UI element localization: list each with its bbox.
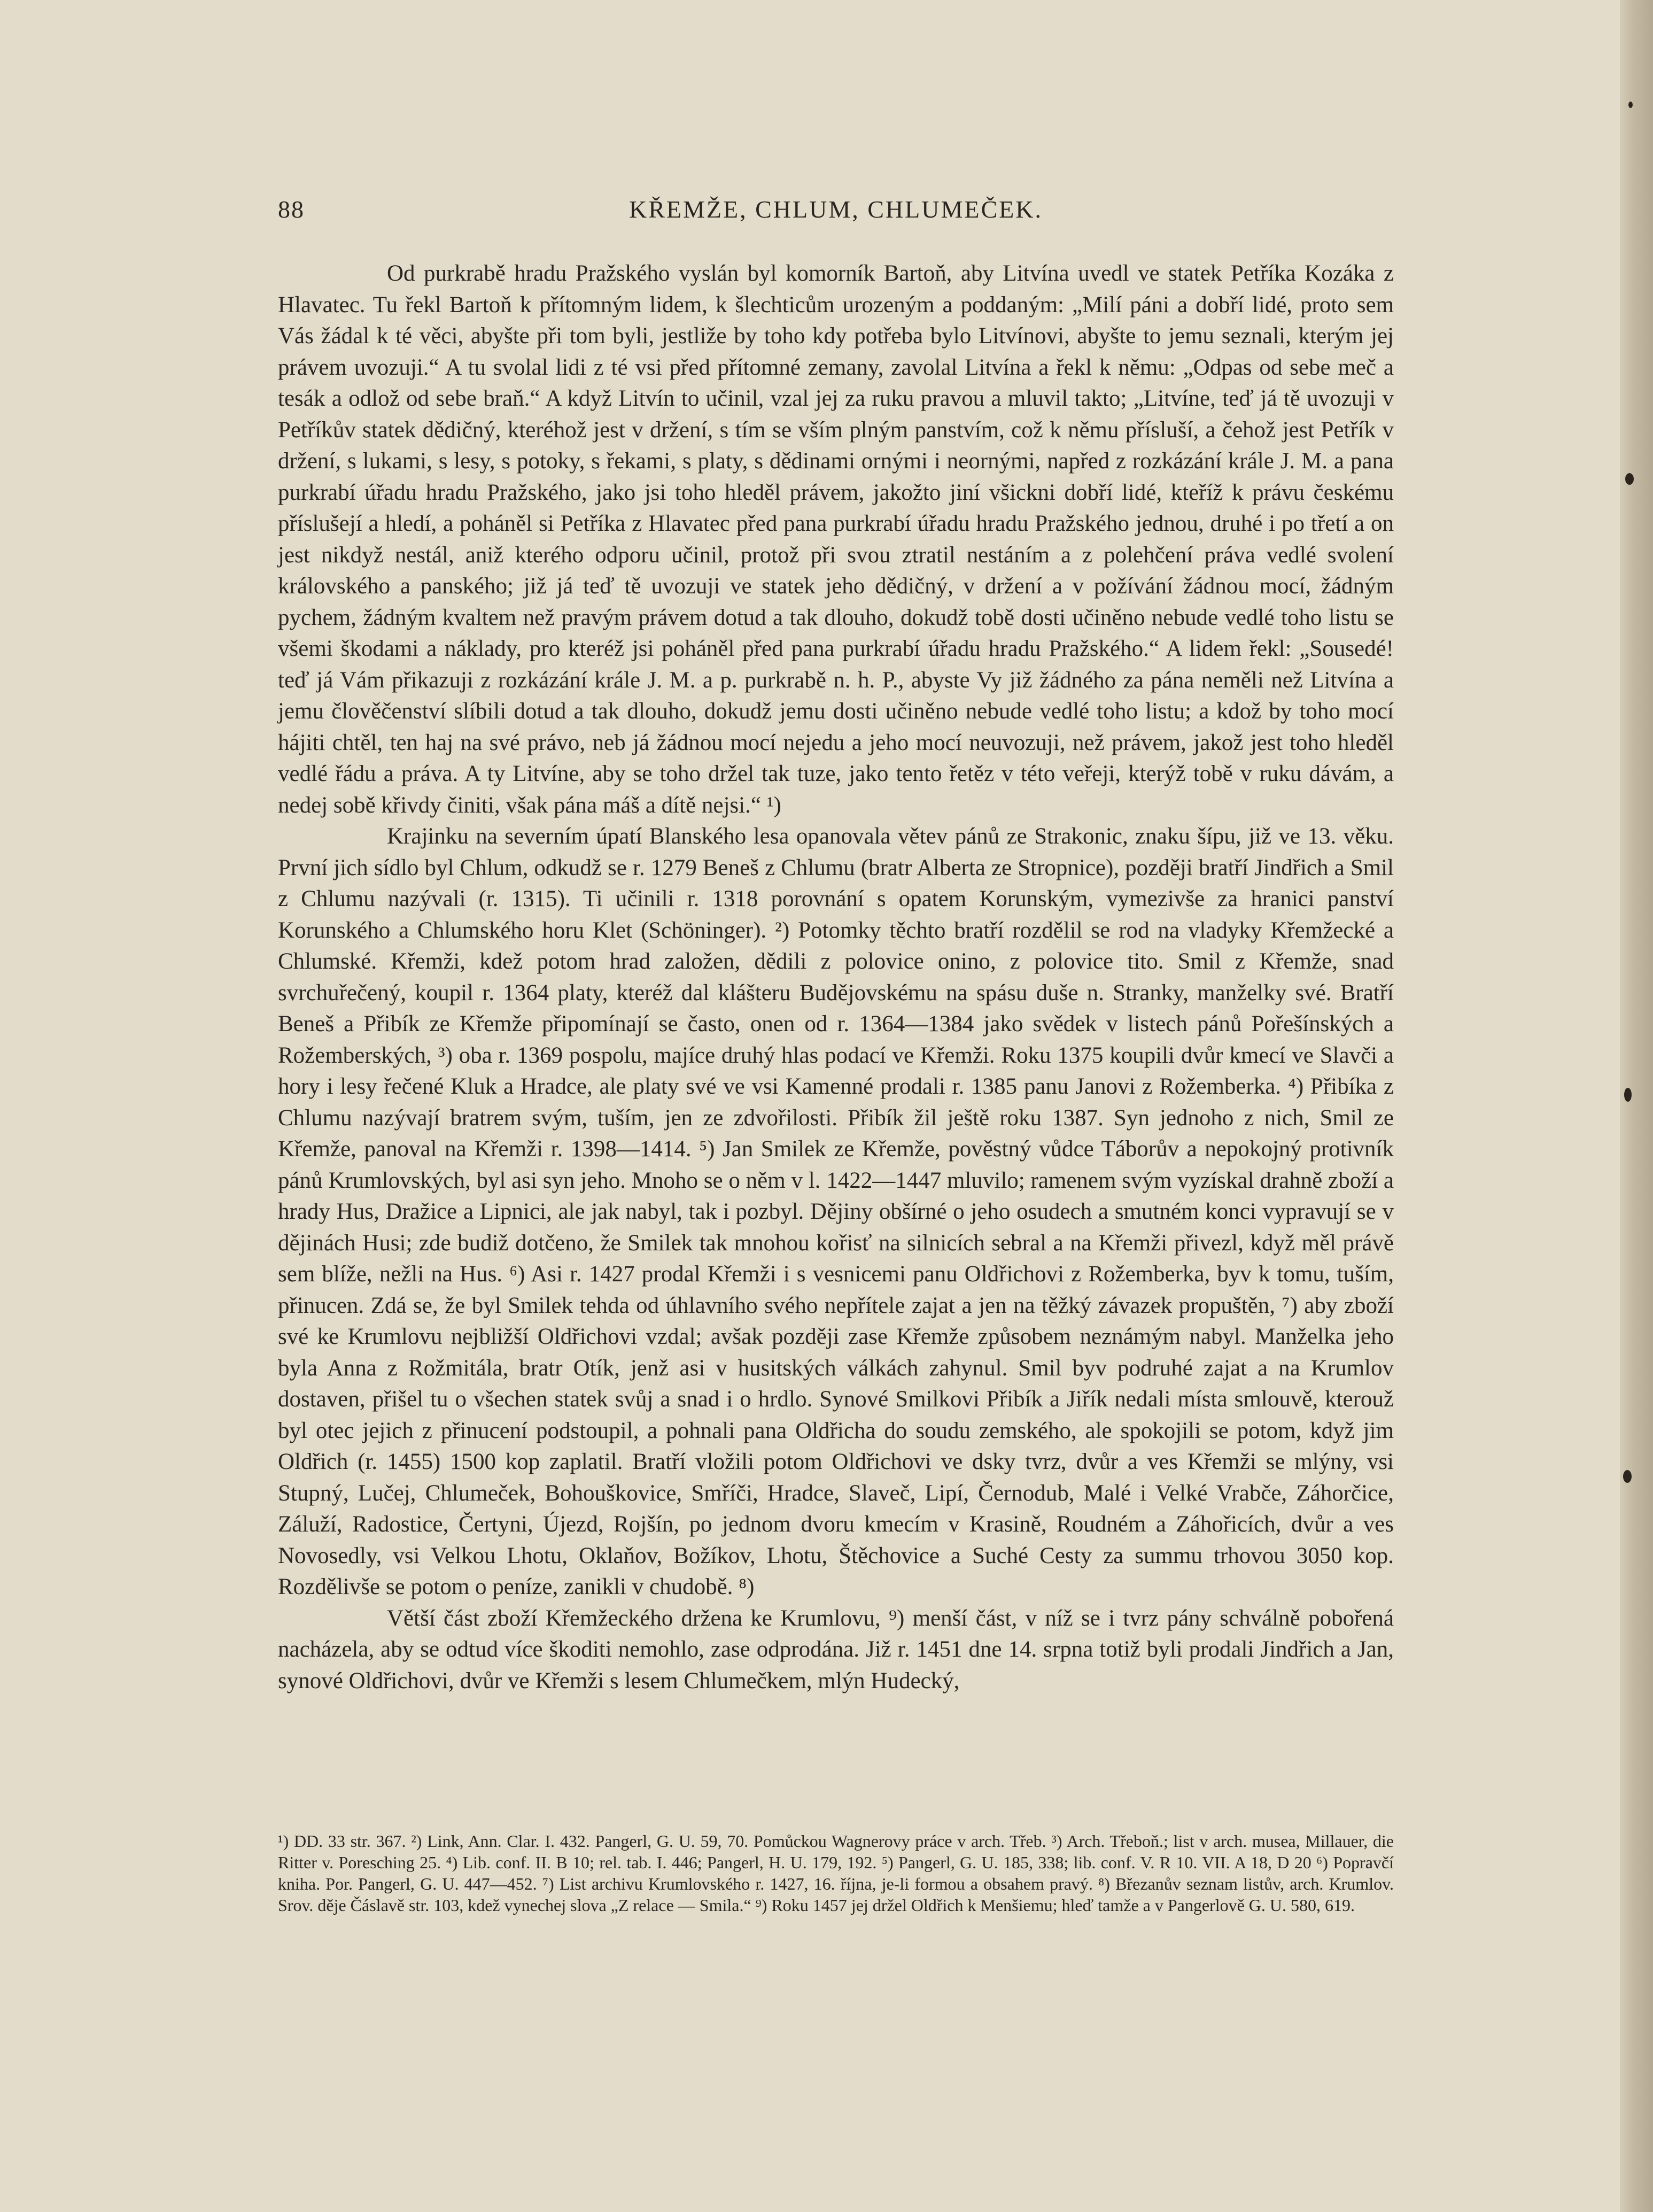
footnotes	[278, 1830, 1394, 1916]
page-number: 88	[278, 196, 305, 223]
edge-speck	[1628, 102, 1633, 108]
edge-speck	[1623, 1470, 1632, 1483]
paragraph: Od purkrabě hradu Pražského vyslán byl komorník Bartoň, aby Litvína uvedl ve statek Petříka Kozáka z Hlavatec. Tu řekl Bartoň k přítomným lidem, k šlechticům urozeným a poddaným: „Milí páni a dobří lidé, proto sem Vás žádal k té věci, abyšte při tom byli, jestliže by toho kdy potřeba bylo Litvínovi, abyšte to jemu seznali, kterým jej právem uvozuji.“ A tu svolal lidi z té vsi před přítomné zemany, zavolal Litvína a řekl k němu: „Odpas od sebe meč a tesák a odlož od sebe braň.“ A když Litvín to učinil, vzal jej za ruku pravou a mluvil takto; „Litvíne, teď já tě uvozuji v Petříkův statek dědičný, kteréhož jest v držení, s tím se vším plným panstvím, což k němu přísluší, a čehož jest Petřík v držení, s lukami, s lesy, s potoky, s řekami, s platy, s dědinami ornými i neornými, napřed z rozkázání krále J. M. a pana purkrabí úřadu hradu Pražského, jako jsi toho hleděl právem, jakožto jiní všickni dobří lidé, kteříž k právu českému příslušejí a hledí, a poháněl si Petříka z Hlavatec před pana purkrabí úřadu hradu Pražského jednou, druhé i po třetí a on jest nikdyž nestál, aniž kterého odporu učinil, protož při svou ztratil nestáním a z polehčení práva vedlé svolení královského a panského; již já teď tě uvozuji ve statek jeho dědičný, v držení a v požívání žádnou mocí, žádným pychem, žádným kvaltem než pravým právem dotud a tak dlouho, dokudž tobě dosti učiněno nebude vedlé toho listu se všemi škodami a náklady, pro kteréž jsi poháněl před pana purkrabí úřadu hradu Pražského.“ A lidem řekl: „Sousedé! teď já Vám přikazuji z rozkázání krále J. M. a p. purkrabě n. h. P., abyste Vy již žádného za pána neměli než Litvína a jemu člověčenství slíbili dotud a tak dlouho, dokudž jemu dosti učiněno nebude vedlé toho listu; a kdož by toho mocí hájiti chtěl, ten haj na své právo, neb já žádnou mocí nejedu a jeho mocí neuvozuji, než právem, jakož jest toho hleděl vedlé řádu a práva. A ty Litvíne, aby se toho držel tak tuze, jako tento řetěz v této veřeji, kterýž tobě v ruku dávám, a nedej sobě křivdy činiti, však pána máš a dítě nejsi.“ ¹)	[278, 261, 1394, 818]
paragraph: Větší část zboží Křemžeckého držena ke Krumlovu, ⁹) menší část, v níž se i tvrz pány schválně pobořená nacházela, aby se odtud více škoditi nemohlo, zase odprodána. Již r. 1451 dne 14. srpna totiž byli prodali Jindřich a Jan, synové Oldřichovi, dvůr ve Křemži s lesem Chlumečkem, mlýn Hudecký,	[278, 1605, 1394, 1693]
edge-speck	[1625, 473, 1634, 485]
body-text	[278, 258, 1394, 1697]
page-edge	[1620, 0, 1653, 2212]
running-head	[278, 195, 1394, 233]
paragraph: Krajinku na severním úpatí Blanského lesa opanovala větev pánů ze Strakonic, znaku šípu, již ve 13. věku. První jich sídlo byl Chlum, odkudž se r. 1279 Beneš z Chlumu (bratr Alberta ze Stropnice), později bratří Jindřich a Smil z Chlumu nazývali (r. 1315). Ti učinili r. 1318 porovnání s opatem Korunským, vymezivše za hranici panství Korunského a Chlumského horu Klet (Schöninger). ²) Potomky těchto bratří rozdělil se rod na vladyky Křemžecké a Chlumské. Křemži, kdež potom hrad založen, dědili z polovice onino, z polovice tito. Smil z Křemže, snad svrchuřečený, koupil r. 1364 platy, kteréž dal klášteru Budějovskému na spásu duše n. Stranky, manželky své. Bratří Beneš a Přibík ze Křemže připomínají se často, onen od r. 1364—1384 jako svědek v listech pánů Pořešínských a Rožemberských, ³) oba r. 1369 pospolu, majíce druhý hlas podací ve Křemži. Roku 1375 koupili dvůr kmecí ve Slavči a hory i lesy řečené Kluk a Hradce, ale platy své ve vsi Kamenné prodali r. 1385 panu Janovi z Rožemberka. ⁴) Přibíka z Chlumu nazývají bratrem svým, tuším, jen ze zdvořilosti. Přibík žil ještě roku 1387. Syn jednoho z nich, Smil ze Křemže, panoval na Křemži r. 1398—1414. ⁵) Jan Smilek ze Křemže, pověstný vůdce Táborův a nepokojný protivník pánů Krumlovských, byl asi syn jeho. Mnoho se o něm v l. 1422—1447 mluvilo; ramenem svým vyzískal drahně zboží a hrady Hus, Dražice a Lipnici, ale jak nabyl, tak i pozbyl. Dějiny obšírné o jeho osudech a smutném konci vypravují se v dějinách Husi; zde budiž dotčeno, že Smilek tak mnohou kořisť na silnicích sebral a na Křemži přivezl, když měl právě sem blíže, nežli na Hus. ⁶) Asi r. 1427 prodal Křemži i s vesnicemi panu Oldřichovi z Rožemberka, byv k tomu, tuším, přinucen. Zdá se, že byl Smilek tehda od úhlavního svého nepřítele zajat a jen na těžký závazek propuštěn, ⁷) aby zboží své ke Krumlovu nejbližší Oldřichovi vzdal; avšak později zase Křemže způsobem neznámým nabyl. Manželka jeho byla Anna z Rožmitála, bratr Otík, jenž asi v husitských válkách zahynul. Smil byv podruhé zajat a na Krumlov dostaven, přišel tu o všechen statek svůj a snad i o hrdlo. Synové Smilkovi Přibík a Jiřík nedali místa smlouvě, kterouž byl otec jejich z přinucení podstoupil, a pohnali pana Oldřicha do soudu zemského, ale spokojili se potom, když jim Oldřich (r. 1455) 1500 kop zaplatil. Bratří vložili potom Oldřichovi ve dsky tvrz, dvůr a ves Křemži se mlýny, vsi Stupný, Lučej, Chlumeček, Bohouškovice, Smříči, Hradce, Slaveč, Lipí, Černodub, Malé i Velké Vrabče, Záhorčice, Záluží, Radostice, Čertyni, Újezd, Rojšín, po jednom dvoru kmecím v Krasině, Roudném a Záhořicích, dvůr a ves Novosedly, vsi Velkou Lhotu, Oklaňov, Božíkov, Lhotu, Štěchovice a Suché Cesty za summu trhovou 3050 kop. Rozdělivše se potom o peníze, zanikli v chudobě. ⁸)	[278, 824, 1394, 1599]
edge-speck	[1624, 1088, 1632, 1102]
running-title: KŘEMŽE, CHLUM, CHLUMEČEK.	[629, 196, 1043, 223]
footnotes-text: ¹) DD. 33 str. 367. ²) Link, Ann. Clar. I. 432. Pangerl, G. U. 59, 70. Pomůckou Wagnerovy práce v arch. Třeb. ³) Arch. Třeboň.; list v arch. musea, Millauer, die Ritter v. Poresching 25. ⁴) Lib. conf. II. B 10; rel. tab. I. 446; Pangerl, H. U. 179, 192. ⁵) Pangerl, G. U. 185, 338; lib. conf. V. R 10. VII. A 18, D 20 ⁶) Popravčí kniha. Por. Pangerl, G. U. 447—452. ⁷) List archivu Krumlovského r. 1427, 16. října, je-li formou a obsahem pravý. ⁸) Březanův seznam listův, arch. Krumlov. Srov. děje Čáslavě str. 103, kdež vynechej slova „Z relace — Smila.“ ⁹) Roku 1457 jej držel Oldřich k Menšiemu; hleď tamže a v Pangerlově G. U. 580, 619.	[278, 1831, 1394, 1915]
